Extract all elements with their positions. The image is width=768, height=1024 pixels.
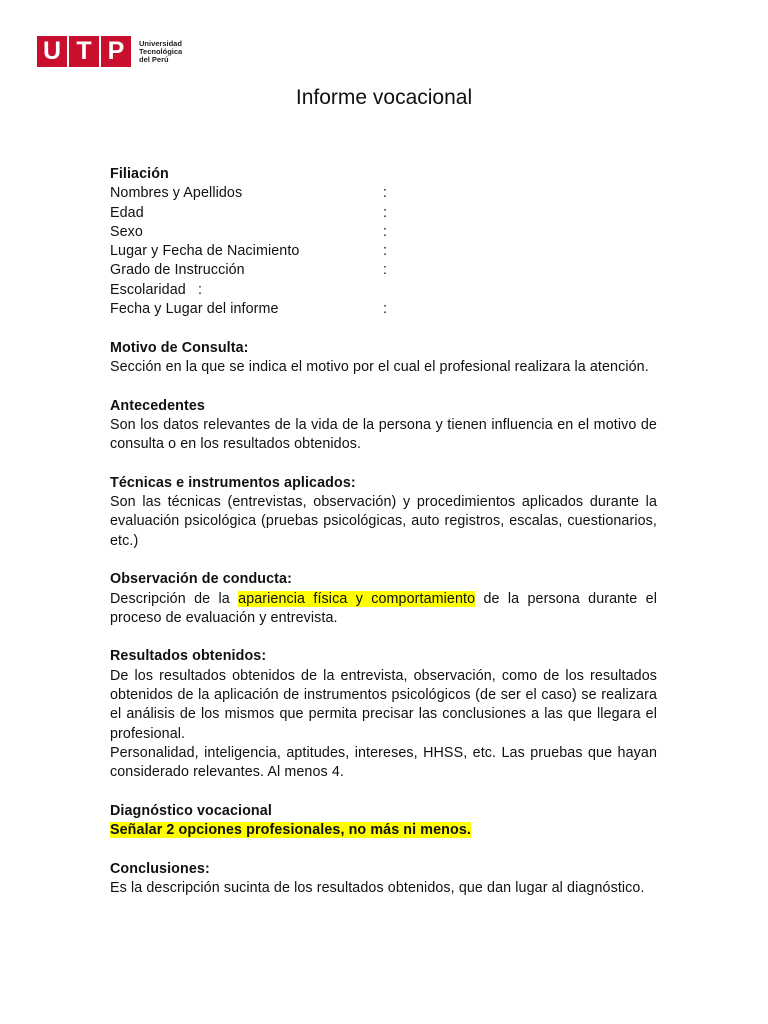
document-body bbox=[110, 165, 657, 898]
field-colon: : bbox=[383, 262, 388, 279]
resultados-text-2: Personalidad, inteligencia, aptitudes, intereses, HHSS, etc. Las pruebas que hayan considerado relevantes. Al menos 4. bbox=[110, 744, 657, 781]
field-sexo bbox=[110, 223, 657, 242]
field-label: Sexo bbox=[110, 223, 143, 240]
logo-letter-t: T bbox=[69, 36, 99, 67]
motivo-text: Sección en la que se indica el motivo por el cual el profesional realizara la atención. bbox=[110, 358, 649, 375]
logo-line-1: Universidad bbox=[139, 38, 182, 48]
diagnostico-heading: Diagnóstico vocacional bbox=[110, 802, 272, 819]
field-label: Grado de Instrucción bbox=[110, 262, 245, 279]
antecedentes-text: Son los datos relevantes de la vida de la persona y tienen influencia en el motivo de consulta o en los resultados obtenidos. bbox=[110, 416, 657, 453]
conclusiones-text: Es la descripción sucinta de los resultados obtenidos, que dan lugar al diagnóstico. bbox=[110, 879, 645, 896]
conclusiones-heading: Conclusiones: bbox=[110, 860, 210, 877]
logo-line-3: del Perú bbox=[139, 54, 169, 64]
field-fecha-lugar-informe bbox=[110, 300, 657, 319]
observacion-text-after: de la persona durante el proceso de evaluación y entrevista. bbox=[110, 590, 657, 626]
field-label: Fecha y Lugar del informe bbox=[110, 301, 279, 318]
tecnicas-heading: Técnicas e instrumentos aplicados: bbox=[110, 474, 356, 491]
field-label: Lugar y Fecha de Nacimiento bbox=[110, 243, 300, 260]
observacion-highlight: apariencia física y comportamiento bbox=[238, 590, 476, 607]
resultados-heading: Resultados obtenidos: bbox=[110, 648, 267, 665]
field-label: Nombres y Apellidos bbox=[110, 185, 243, 202]
field-label: Edad bbox=[110, 204, 144, 221]
logo-wordmark bbox=[139, 40, 182, 64]
logo-line-2: Tecnológica bbox=[139, 46, 183, 56]
diagnostico-instruction bbox=[110, 821, 657, 840]
field-colon: : bbox=[383, 185, 388, 202]
antecedentes-heading: Antecedentes bbox=[110, 397, 205, 414]
logo-letter-p: P bbox=[101, 36, 131, 67]
observacion-heading: Observación de conducta: bbox=[110, 571, 292, 588]
field-colon: : bbox=[383, 204, 388, 221]
field-colon: : bbox=[383, 243, 388, 260]
observacion-text-before: Descripción de la bbox=[110, 590, 239, 607]
field-escolaridad: Escolaridad : bbox=[110, 281, 203, 298]
field-colon: : bbox=[383, 223, 388, 240]
diagnostico-highlight: Señalar 2 opciones profesionales, no más ni menos. bbox=[110, 822, 471, 839]
utp-logo bbox=[37, 36, 182, 67]
field-lugar-fecha-nacimiento bbox=[110, 242, 657, 261]
filiacion-heading: Filiación bbox=[110, 166, 169, 182]
field-nombres bbox=[110, 184, 657, 203]
motivo-heading: Motivo de Consulta: bbox=[110, 339, 249, 356]
field-edad bbox=[110, 204, 657, 223]
tecnicas-text: Son las técnicas (entrevistas, observación) y procedimientos aplicados durante la evaluación psicológica (pruebas psicológicas, auto registros, escalas, cuestionarios, etc.) bbox=[110, 494, 657, 549]
resultados-text-1: De los resultados obtenidos de la entrevista, observación, como de los resultados obtenidos de la aplicación de instrumentos psicológicos (de ser el caso) se realizara el análisis de los mismos que permita precisar las conclusiones a las que llegara el profesional. bbox=[110, 667, 657, 742]
utp-logo-mark bbox=[37, 36, 133, 67]
observacion-text bbox=[110, 590, 657, 629]
field-grado-instruccion bbox=[110, 261, 657, 280]
field-colon: : bbox=[383, 301, 388, 318]
logo-letter-u: U bbox=[37, 36, 67, 67]
document-title: Informe vocacional bbox=[295, 86, 473, 109]
